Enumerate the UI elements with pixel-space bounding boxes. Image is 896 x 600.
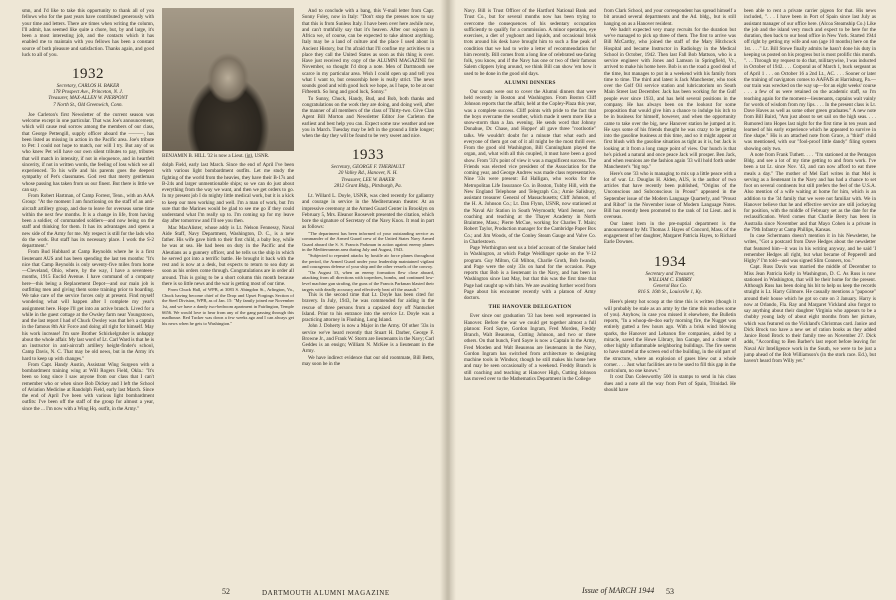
running-head: DARTMOUTH ALUMNI MAGAZINE <box>262 589 390 597</box>
column-text: We hadn't expected very many recruits for the duration but we've managed to pick up three of them. The first to arrive was Bill McCarthy, who joined the staff of the Mary Hitchcock Hospital and became Instructor in Radiology in the Medical School in October, 1942. Then last Fall Bob Mattson, who is a service engineer with Jones and Lamson in Springfield, Vt., arrived to make his home here. Bob is on the road a good deal of the time, but manages to put in a weekend with his family from time to time. The third and latest is Jack Manchester, who took over the Golf Oil service station and lubricatorium on South Main Street last December. Jack has been working for the Gulf people ever since 1933, and has held several positions in the company. He has always been on the lookout for some proposition that would give him a chance to indulge his itch to be in business for himself, however, and when the opportunity came to take over the big, new Hanover station he jumped at it. He says some of his friends thought he was crazy to be getting into the gasoline business at this time, and so it might appear at first blush with the gasoline situation as tight as it is, but Jack is looking at it from a long range point of view. Our hunch is that he's picked a natural and once peace Jack will prosper. Ben Jack, and when reunions are the fashion again '33 will hold forth under Manchester's "big top." <box>604 26 736 171</box>
column-text: Our scouts were out to cover the Alumni dinners that were held recently in Boston and Washington. From Boston Cliff Johnson reports that the affair, held at the Copley-Plaza this year, was a complete success. Cliff points with pride to the fact that the boys overcame the weather, which made it seem more like a snow-storm than a Jan. evening. He sends word that Johnny Donahue, Dr. Chase, and Hopper' all gave three "rootlootie" talks. We wouldn't doubt for a minute that what each and everyone of them got out of it all might be the most thrill ever. From the good old Washington, Bill Cunningham played the organ, and, what with all this coupled, it must have been a good show. From '33's point of view it was a magnificent success. The Friends was elected vice president of the Association for the coming year, and George Andrew was made class representative. Nine '33s were present: Ed Halligan, who works for the Metropolitan Life Insurance Co. in Boston, Tubby Hill, with the New England Telephone and Telegraph Co.; Arnie Salisbury, assistant treasurer General of Massachusetts; Cliff Johnson, of the H. A. Johnson Co.; Lt. Dan Flynn, USNR, now stationed at the Naval Air Station in South Weymouth; Ward Jenner, now coaching and teaching at the Thayer Academy in North Braintree, Mass.; Pierre McCue, working for Charles T. Main; Robert Taylor, Production manager for the Cambridge Paper Box Co.; and Jim Woods, of the Conley Steam Gauge and Valve Co. in Charlestown. <box>464 88 596 245</box>
class-secretary-org: General Box Co. <box>653 283 687 289</box>
portrait-photo <box>162 8 294 151</box>
column-text: been able to rent a private carrier pigeon for that. His news included, ". . . I have been in Port of Spain since last July as assistant manager of our office here. (Alcoa Steamship Co.) Like the job and the island very much and expect to be here for the duration, then back to our head office in New York. Started 1944 off right by getting my wife and son (age 10 months) here on the 1st. . . ." Lt. Bill Stowe finally admits he hasn't done his duty in keeping us posted on his progress but is most prolific this month. ". . . Through my request to do that, militarywise, I was inducted in October of 1942. . . . Corporal as of March 1, buck sergeant as of April 1 . . . on October 16 a 2nd Lt., AC. . . . Sooner or later the training of navigators comes to AAFAIS at Harrisburg, Pa.—our train was wrecked on the way up—for an eight weeks' course . . . a few of us were retained on the academic staff, so I'm teaching again for the moment—lieutenants, captains wait vainly for words of wisdom from my lips. . . . In the present class is Lt. Dave Haves as well as some other green graduates." A new note from Bill Baird, "Am just about to set sail on the high seas. . . . Rumored into Hopes last night for the first time in ten years and learned of his early experience which he appeared to survive in fine shape." His is an attached note from Grace, a "third" child was mentioned, with our "fool-proof little dandy" filing system showing only two. <box>744 8 876 152</box>
class-secretary: Secretary, GEORGE F. THERIAULT <box>331 165 405 171</box>
class-treasurer: Treasurer, LEE W. BAKER <box>341 177 395 183</box>
class-year-heading: 1933 <box>352 147 384 164</box>
column-text: Here's plenty hot scoop at the time this is written (though it will probably be stale as an army by the time this reaches some of you). Anyhow, in case you missed it elsewhere, the Bulletin reports, "In a whoop-de-doo early morning fire, the Nugget was entirely gutted a few hours ago. With a brisk wind blowing sparks, the Hanover and Lebanon fire companies, aided by a miracle, saved the Howe Library, Inn Garage, and a cluster of other highly inflammable neighboring buildings. The fire seems to have started at the screen end of the building, in the old part of the structure, where an explosion of gases blew out a whole corner. . . . Just what facilities are to be used to fill this gap in the curriculum, no one knows." <box>604 299 736 375</box>
section-heading: ALUMNI DINNERS <box>504 79 556 86</box>
column-text: Our latest item in the pre-nuptial department is the announcement by Mr. Thomas J. Hayes of Concord, Mass. of the engagement of her daughter, Margaret Patricia Hayes, to Richard Earle Downes. <box>604 220 736 246</box>
column-text: In case Schermann doesn't mention it in his Newsletter, he writes, "Got a postcard from Dave Hedges about the newsletter that featured him—it was in his writing anyway, and he said 'I remember Hedges all right, but what became of Pepperell and Higby?' I'm told—and was signed Slim Conners, too." <box>744 233 876 264</box>
class-secretary: Secretary and Treasurer, <box>645 271 695 277</box>
class-secretary-address: 816 S. 16th St., Louisville 1, Ky. <box>637 290 703 296</box>
citation-quote: "Subjected to repeated attacks by hostile air force planes throughout the period, the Armed Guard under your leadership maintained vigilant and courageous defense of your ship and the other vessels of the convoy. <box>302 252 434 270</box>
column-text: Here's one '33 who is managing to mix up a little peace with a lot of war. Lt. Douglas H. Alden, AUS, is the author of two articles that have recently been published, "Origins of the Unconscious and Subconscious in Proust" appeared in the September issue of the Modern Language Quarterly, and "Proust and Ribot" in the November issue of Modern Language Notes. Bill has recently been promoted to the rank of 1st Lieut. and is overseas. <box>604 170 736 221</box>
left-page <box>0 0 446 600</box>
column-text: Joe Carleton's first Newsletter of the current season was welcome except in one particular. That was Joe's announcement, which will cause real sorrow among the members of our class, that George Pettengill, supply officer aboard the ———, has been listed as missing in action in the Pacific area. Joe's tribute to Pet: I could not hope to match, nor will I try. But any of us who knew Pet will have our own silent tributes to pay, tributes that will match in intensity, if not in eloquence, and in heartfelt sincerity, if not in written words, the feeling of loss which we all experienced. To his wife and his parents goes the deepest sympathy of Pet's classmates. God rest that merry gentleman whose passing has taken from us our finest. But there is little we can say. <box>22 111 154 193</box>
column-text: smn, and I'd like to take this opportunity to thank all of you fellows who for the past years have contributed generously with your time and letters. There are times when writing the column, I'll admit, has seemed like quite a chore, but, by and large, it's been a most interesting job, and the contacts which it has enabled me to maintain with you fellows has been a constant source of both pleasure and satisfaction. Thanks again, and good luck to all of you. <box>22 8 154 58</box>
column-text: We have indirect evidence that our old roommate, Bill Betts, may soon be in the <box>302 354 434 367</box>
column-text: From Robert Hartman, of Camp Forrest, Tenn., with an AAA Group: "At the moment I am functioning on the staff of an anti-aircraft artillery group, and due to leave for overseas some time within the next few months. It is a change in life, from having been a soldier, of commanded soldiers—and now being on the staff and thinking for them. It has its advantages and opens a new side of the Army for me. My respect is still for the lads who do the work. But staff has its necessary place. I work the S-2 department." <box>22 193 154 250</box>
column-text: John J. Doherty is now a Major in the Army. Of other '33s in service we've heard recently that Stuart H. Darber, George F. Browne Jr., and Frank W. Storm are lieutenants in the Navy; Carl Geddes is an ensign; William N. McKee is a lieutenant in the Army. <box>302 323 434 355</box>
left-column-3 <box>302 8 434 584</box>
column-text: And to conclude with a bang, this V-mail letter from Capt. Sonny Foley, now in Italy: "Don't stop the presses now to say that this is from Sunless Italy. I have been over here awhile now, and can't truthfully say that it's heaven. After our sojourn in Africa we, of course, can be expected to take almost anything. Italy may be a land of culture and the place I used about in Ancient History, but I'm afraid that I'll confine my activities to a place they call the United States as soon as this thing is over. Have just received my copy of the ALUMNI MAGAZINE for November, so thought I'd drop a note. Men of Dartmouth see scarce in my particular area. Wish I could open up and tell you what I want to, but censorship here is really strict. The news sounds good and with good luck we hope, as I hope, to be at our Fifteenth. So long and good luck, Sonny." <box>302 8 434 96</box>
column-text: Ever since our graduation '33 has been well represented in Hanover. Before the war we could get together almost a full platoon: Ford Sayre, Gordon Ingram, Fred Morden, Freddy Branch, Walt Beaureau, Cutting Johnson, and two or three others. On that bunch, Ford Sayre is now a Captain in the Army, Fred Morden and Walt Beaureau are lieutenants in the Navy, Gordon Ingram has switched from architecture to designing machine tools in Windsor, though he still makes his home here and may be seen occasionally of a weekend. Freddy Branch is still coaching and teaching at Hanover High, Cutting Johnson has moved over to the Mathematics Department in the College <box>464 313 596 382</box>
column-text: This is the second time that Lt. Doyle has been cited for bravery. In July, 1943, he was commended for aiding in the rescue of three persons from a capsized dory off Nantucket Island. Prior to his entrance into the service Lt. Doyle was a practicing attorney in Flushing, Long Island. <box>302 292 434 324</box>
column-text: Navy. Bill is Trust Officer of the Hartford National Bank and Trust Co., but for several months now has been trying to overcome the consequences of his sedentary occupation sufficiently to qualify for a commission. A minor operation, eye exercises, a diet of yoghourt and liquids, and occasional brisk trots around his desk have brought him to such a fine peak of condition that we had to write a letter of recommendation for him recently. Bill comes from a long line of celebrated sea-faring folk, you know, and if the Navy has one or two of their famous Salem clippers lying around, we think Bill can show 'em how it used to be done in the good old days. <box>464 8 596 77</box>
class-treasurer-address: 2812 Grant Bldg., Pittsburgh, Pa. <box>334 183 402 189</box>
book-gutter <box>440 0 456 600</box>
column-text: To Sunny, Chuck, Handy, Bud, and Bob, both thanks and congratulations on the work they are doing, and doing well, after the manner of all members of the class of Thirty-two. Give Clan Agent Bill Morton and Newsletter Editor Joe Carleton the earliest and best help you can. Expect some raw weather and see you in March. Tuesday may be left in the ground a little longer; when the day they will be found to be very sweet and nice. <box>302 95 434 139</box>
column-text: dolph Field, early last March. Since the end of April I've been with various light bombardment outfits. Let me study the fighting of the world from the heavies, they have their B-17s and B-24s and larger unmentionable ships; so we can do just about everything from the way we want, and then we get orders to go. In my present job I do mighty little medical work, but it is a kick to keep our men working and well. I'm a man of work, but I'm sure that the Marines would be glad to see me go if they could understand what I'm really up to. I'm coming up for my leave day after tomorrow and I'll see you then. <box>162 162 294 225</box>
column-text: Capt. Russ Davis was married the middle of December to Miss Jean Patricia Kelly in Washington, D. C. As Russ is now stationed in Washington, that will be their home for the present. Although Russ has been doing his bit to help us keep the records straight is Lt. Harry Gilmore. He casually mentions a "papoose" around their house which he got so cute on 3 January. Harry is now at Orlando, Fla. Ray and Margaret Vickland also forgot to say anything about their daughter Virginia who appears to be a chubby young lady of about eight months from her picture, which was featured on the Vickland's Christmas card. Janice and Dick Brock too have a new set of ration books as they added Janice Bond Brock to their family tree on November 27. Dick adds, "According to Ben Barber's last report before leaving for Naval Air Intelligence work in the South, we were to be just a jump ahead of the Bob Williamson's (in the stork race. Ed.), but haven't heard from Willy yet." <box>744 264 876 364</box>
class-secretary-name: WILLIAM C. EMBRY <box>648 277 692 283</box>
citation-quote: "On August 13, when an enemy formation flew close aboard, attacking from all directions with torpedoes, bombs, and continued low-level machine gun strafing, the guns of the Francis Parkman blasted their targets with deadly accuracy and effectively beat off the assault." <box>302 269 434 292</box>
class-secretary-address: 178 Prospect Ave., Princeton, N. J. <box>53 90 123 96</box>
class-year-heading: 1932 <box>72 66 104 82</box>
class-secretary: Secretary, CARLOS H. BAKER <box>56 84 120 89</box>
section-heading: THE HANOVER DELEGATION <box>488 304 572 311</box>
right-page <box>450 0 896 600</box>
column-text: Lt. Willard L. Doyle, USNR, was cited recently for gallantry and courage in service in the Mediterranean theater. At an impressive ceremony at the Armed Guard Center in Brooklyn on February 5, Mrs. Eleanor Roosevelt presented the citation, which bore the signature of Secretary of the Navy Knox. It read in part as follows: <box>302 193 434 231</box>
class-treasurer: Treasurer, MAX-ALLEN W. PIERPONT <box>48 96 128 102</box>
left-column-1 <box>22 8 154 584</box>
column-text: A note from Frank Tuthett. . . . "I'm stationed at the Pentagon Bldg. and see a lot of my time getting to and from work. I've been a tat Lt. since Nov. '43, and can now afford to eat three meals a day." The mother of Mel Earl writes in that Mel is serving as a lieutenant in the Navy and has had a chance to set foot on several continents but still prefers the feel of the U.S.A. Also mention of a wife waiting at home for him, which is an addition to the '34 family that we were not familiar with. We in Hanover believe that he and effective service are still jockeying for position, with the middle of February set as the date for the reclassification. Word comes that Charlie Berry has been in Australia since November and that Mayo Cohen is a private in the 79th Infantry at Camp Phillips, Kansas. <box>744 151 876 233</box>
column-text: Mac MacAlister, whose addy is Lt. Nelson Fennessy, Naval Aide Staff, Navy Department, Washington, D. C., is a new father. His wife gave birth to their first child, a baby boy, while he was at sea. He had been on duty in the Pacific and the Aleutians as a gunnery officer, and he tells us the ship in which he served got into a terrific battle. He brought it back with the rest and is now at a desk, but expects to return to sea duty as soon as his orders come through. Congratulations are in order all around. This is going to be a short column this month because there is so little news and the war is getting most of our time. <box>162 224 294 287</box>
page-number-left: 52 <box>222 587 230 596</box>
left-column-2 <box>162 8 294 584</box>
column-text: Page Worthington sent us a brief account of the Smoker held in Washington, at which Padge Weidlinger spoke on the V-12 program. Guy Milton, Gil Milton, Charlie Groth, Bob Iwanda, and Page were the only 33s on hand for the occasion. Page reports that Bob is a lieutenant in the Navy, and has been in Washington since last May, but that this was the first time that Page had caught up with him. We are awaiting further word from Page about his encounter recently with a platoon of Army doctors. <box>464 245 596 301</box>
column-text: It cost Dan Colesworthy 500 in stamps to send in his class dues and a note all the way from Port of Spain, Trinidad. He should have <box>604 374 736 393</box>
right-column-3 <box>744 8 876 584</box>
photo-caption: BENJAMIN B. HILL '32 is now a Lieut. (jg), USNR. <box>162 154 270 159</box>
issue-line: Issue of MARCH 1944 <box>582 586 655 595</box>
class-secretary-address: 20 Valley Rd., Hanover, N. H. <box>338 171 398 177</box>
column-text: From Bud Hubbard at Camp Reynolds where he is a first lieutenant AUS and has been spending the last ten months: "It's nice that Camp Reynolds is only seventy-five miles from home—Cleveland, Ohio, where, by the way, I have a seventeen-months, 1915 Euclid Avenue. I have command of a company here—this being a Replacement Depot—and our main job is outfitting men and giving them some training prior to boarding. We take care of the service forces only at present. Find myself wondering what will happen after I complete my year's assignment here. Hope I'll get into an active branch. Lived for a while in the guest cottage at the Owsley farm near Youngstown, and the last report I had of Chuck Owsley was that he's a captain in the famous 8th Air Force and doing all right for himself. May his work increase! I'm sure Brother Schickelgruber is unhappy about the whole affair. My last word of Lt. Carl Ward is that he is an instructor in anti-aircraft artillery height-finder's school, Camp Davis, N. C. That may be old news, but in the Army it's hard to keep up with changes." <box>22 249 154 362</box>
right-column-2 <box>604 8 736 584</box>
class-treasurer-address: 7 North St., Old Greenwich, Conn. <box>53 102 123 108</box>
column-text: From Capt. Handy Austin, Assistant Wing Surgeon with a bombardment training wing at Will Rogers Field, Okla.: "It's been so long since I saw anyone from our class that I can't remember who or when since Bob Dickey and I left the School of Aviation Medicine at Randolph Field, early last March. Since the end of April I've been with various light bombardment outfits: I've been off the staff of the group for almost a year, since the ... I'm now with a Wing Hq. outfit, in the Army." <box>22 361 154 412</box>
citation-quote: "The department has been informed of your outstanding service as commander of the Armed Guard crew of the United States Navy Armed Guard aboard the S. S. Francis Parkman in action against enemy planes in the Mediterranean area during July and August, 1943. <box>302 230 434 253</box>
column-footnote: From Chuck Hall, of WPB, at 3083 S. Abingdon St., Arlington, Va., Chuck having become chief of the Drop and Upset Forgings Section of the Steel Division, WPB, as of Jan. 15: "My family joined me November 1st, and we have a dandy two-bedroom apartment in Fairlington, Temple 6656. We would love to hear from any of the gang passing through this madhouse. Red Tucker was down a few weeks ago and I can always get his news when he gets to Washington." <box>162 287 294 326</box>
page-number-right: 53 <box>666 587 674 596</box>
column-text: from Clark School, and your correspondent has spread himself a bit around several departments and the Ad. bldg., but is still hanging on as a Hanover resident. <box>604 8 736 27</box>
class-year-heading: 1934 <box>654 253 686 270</box>
right-column-1 <box>464 8 596 584</box>
